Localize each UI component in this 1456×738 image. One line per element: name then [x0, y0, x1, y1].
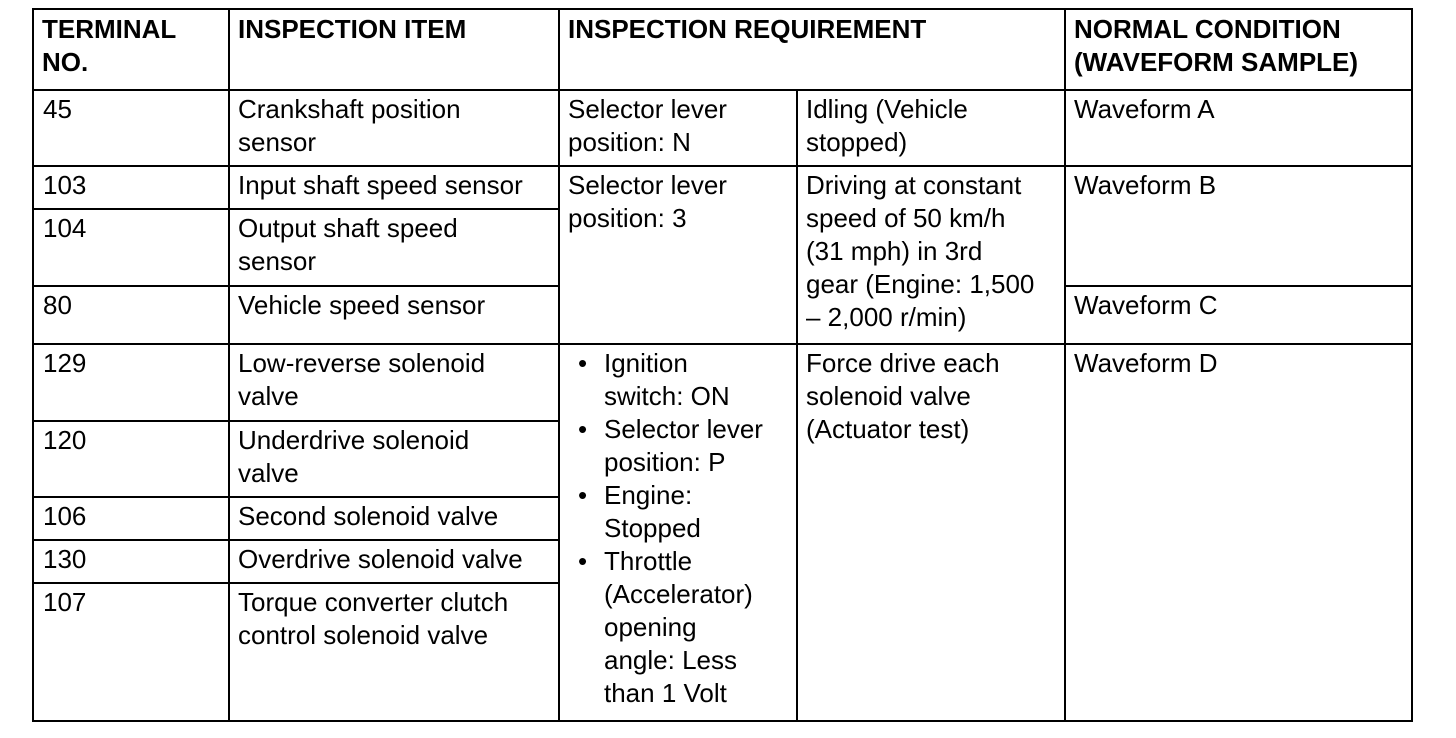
terminal-cell: 80	[33, 286, 229, 344]
waveform-cell: Waveform A	[1065, 90, 1412, 166]
header-normal-condition: NORMAL CONDITION (WAVEFORM SAMPLE)	[1065, 9, 1412, 90]
waveform-cell: Waveform B	[1065, 166, 1412, 286]
condition-cell: Driving at constant speed of 50 km/h (31 mph) in 3rd gear (Engine: 1,500 – 2,000 r/min)	[797, 166, 1065, 344]
selector-cell: Selector lever position: 3	[559, 166, 797, 344]
waveform-cell: Waveform D	[1065, 344, 1412, 721]
waveform-cell: Waveform C	[1065, 286, 1412, 344]
item-cell: Second solenoid valve	[229, 497, 559, 540]
list-item: • Engine: Stopped	[568, 479, 788, 545]
list-item: • Selector lever position: P	[568, 413, 788, 479]
header-terminal-no: TERMINAL NO.	[33, 9, 229, 90]
terminal-cell: 106	[33, 497, 229, 540]
terminal-cell: 103	[33, 166, 229, 209]
item-cell: Input shaft speed sensor	[229, 166, 559, 209]
table-row	[33, 90, 1412, 166]
item-cell: Vehicle speed sensor	[229, 286, 559, 344]
table-row	[33, 344, 1412, 421]
terminal-cell: 107	[33, 583, 229, 721]
item-cell: Low-reverse solenoid valve	[229, 344, 559, 421]
inspection-table	[32, 8, 1413, 722]
item-cell: Overdrive solenoid valve	[229, 540, 559, 583]
terminal-cell: 45	[33, 90, 229, 166]
header-inspection-item: INSPECTION ITEM	[229, 9, 559, 90]
selector-cell: Selector lever position: N	[559, 90, 797, 166]
header-inspection-requirement: INSPECTION REQUIREMENT	[559, 9, 1065, 90]
list-item: • Throttle (Accelerator) opening angle: Less than 1 Volt	[568, 545, 788, 710]
item-cell: Crankshaft position sensor	[229, 90, 559, 166]
condition-cell: Force drive each solenoid valve (Actuator test)	[797, 344, 1065, 721]
table-row	[33, 166, 1412, 209]
terminal-cell: 120	[33, 421, 229, 497]
item-cell: Torque converter clutch control solenoid valve	[229, 583, 559, 721]
requirement-bullets	[568, 347, 788, 710]
selector-cell	[559, 344, 797, 721]
item-cell: Output shaft speed sensor	[229, 209, 559, 286]
terminal-cell: 130	[33, 540, 229, 583]
condition-cell: Idling (Vehicle stopped)	[797, 90, 1065, 166]
terminal-cell: 129	[33, 344, 229, 421]
list-item: • Ignition switch: ON	[568, 347, 788, 413]
terminal-cell: 104	[33, 209, 229, 286]
header-row	[33, 9, 1412, 90]
item-cell: Underdrive solenoid valve	[229, 421, 559, 497]
